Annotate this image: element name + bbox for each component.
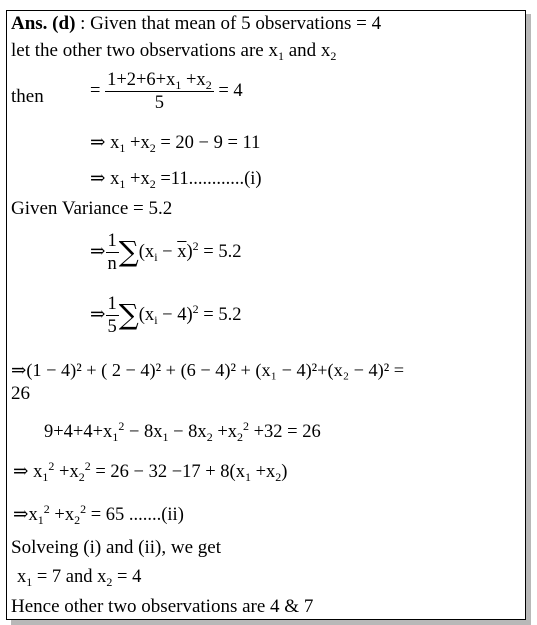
subscript: 2 [206, 430, 213, 444]
subscript: 2 [78, 470, 85, 484]
fraction [106, 294, 119, 337]
subscript: 2 [149, 177, 156, 191]
text: − [157, 241, 178, 262]
numerator [105, 70, 214, 92]
subscript: 2 [149, 141, 156, 155]
text: +32 = 26 [249, 422, 321, 442]
text: ) [186, 241, 193, 262]
text: (x [138, 241, 155, 262]
subscript: 2 [275, 470, 282, 484]
frame-shadow-right [526, 14, 531, 624]
squares-result-line [13, 504, 184, 526]
text: x [105, 169, 120, 189]
superscript: 2 [43, 502, 50, 516]
text: let the other two observations are x [11, 40, 278, 61]
subscript: i [154, 249, 158, 264]
denominator: 5 [154, 93, 164, 113]
then-label: then [11, 86, 44, 107]
rhs: = 4 [218, 80, 243, 101]
sum-line-2 [90, 168, 262, 190]
subscript: 1 [175, 78, 182, 92]
text: x [105, 133, 120, 153]
text: and x [283, 40, 331, 61]
text: = 4 [112, 567, 142, 587]
frame-shadow-bottom [11, 620, 531, 625]
expanded-squares: ⇒(1 − 4)² + ( 2 − 4)² + (6 − 4)² + (x₁ − 4)²+(x₂ − 4)² = [11, 360, 405, 380]
subscript: 1 [119, 141, 126, 155]
text: +x [125, 133, 150, 153]
text: 1+2+6+x [107, 70, 176, 90]
subscript: 1 [119, 177, 126, 191]
text: x [17, 567, 27, 587]
answer-box [6, 10, 526, 620]
implies-icon: ⇒ [90, 169, 106, 189]
text: x [28, 505, 38, 525]
text: − 4) [157, 304, 193, 325]
sigma-icon: ∑ [118, 234, 139, 268]
text: +x [54, 462, 79, 482]
text: = 7 and x [32, 567, 107, 587]
fraction [106, 231, 119, 274]
text: = 65 .......(ii) [86, 505, 184, 525]
subscript: 2 [330, 49, 337, 63]
subscript: 2 [205, 78, 212, 92]
mean-fraction [105, 70, 214, 113]
implies-icon: ⇒ [90, 241, 106, 262]
text: x [28, 462, 43, 482]
expanded-squares-rhs: 26 [11, 383, 30, 404]
text: − 8x [168, 422, 207, 442]
numerator: 1 [107, 294, 117, 314]
variance-formula [90, 231, 241, 274]
superscript: 2 [192, 301, 199, 316]
denominator: n [107, 254, 117, 274]
simplified-equation [44, 421, 321, 443]
subscript: 1 [244, 470, 251, 484]
text: +x [49, 505, 75, 525]
text: ) [281, 462, 288, 482]
superscript: 2 [48, 459, 55, 473]
answer-intro: : Given that mean of 5 observations = 4 [80, 13, 382, 34]
mean-equation [90, 70, 243, 113]
superscript: 2 [192, 238, 199, 253]
sum-line-1 [90, 132, 260, 154]
text: =11............(i) [155, 169, 262, 189]
text: +x [125, 169, 150, 189]
superscript: 2 [118, 419, 125, 433]
solution-values [17, 566, 141, 588]
variance-substituted [90, 294, 241, 337]
text: = 5.2 [198, 241, 242, 262]
implies-icon: ⇒ [90, 133, 106, 153]
answer-line [11, 13, 381, 35]
text: = 20 − 9 = 11 [155, 133, 261, 153]
subscript: 2 [74, 513, 81, 527]
subscript: 1 [26, 575, 33, 589]
subscript: 1 [277, 49, 284, 63]
solving-line: Solveing (i) and (ii), we get [11, 537, 222, 558]
observations-line [11, 40, 336, 62]
sigma-icon: ∑ [118, 297, 139, 331]
superscript: 2 [84, 459, 91, 473]
implies-icon: ⇒ [13, 462, 29, 482]
subscript: 2 [237, 430, 243, 444]
conclusion: Hence other two observations are 4 & 7 [11, 596, 314, 617]
subscript: 2 [106, 575, 113, 589]
text: +x [212, 422, 237, 442]
subscript: 1 [42, 470, 49, 484]
subscript: 1 [112, 430, 119, 444]
subscript: 1 [37, 513, 44, 527]
x-bar: $\overline{x}$ [177, 241, 187, 262]
text: (x [138, 304, 155, 325]
equals-sign: = [90, 80, 101, 101]
variance-given: Given Variance = 5.2 [11, 198, 173, 219]
implies-icon: ⇒ [90, 304, 106, 325]
text: +x [250, 462, 276, 482]
implies-icon: ⇒ [13, 505, 29, 525]
superscript: 2 [80, 502, 87, 516]
denominator: 5 [107, 317, 117, 337]
answer-label: Ans. (d) [11, 13, 76, 34]
text: = 5.2 [198, 304, 242, 325]
superscript: 2 [243, 419, 249, 433]
text: − 8x [124, 422, 163, 442]
squares-sum-line [13, 461, 287, 483]
numerator: 1 [107, 231, 117, 251]
subscript: i [154, 312, 158, 327]
subscript: 1 [162, 430, 169, 444]
text: = 26 − 32 −17 + 8(x [90, 462, 245, 482]
text: 9+4+4+x [44, 422, 113, 442]
text: +x [181, 70, 206, 90]
